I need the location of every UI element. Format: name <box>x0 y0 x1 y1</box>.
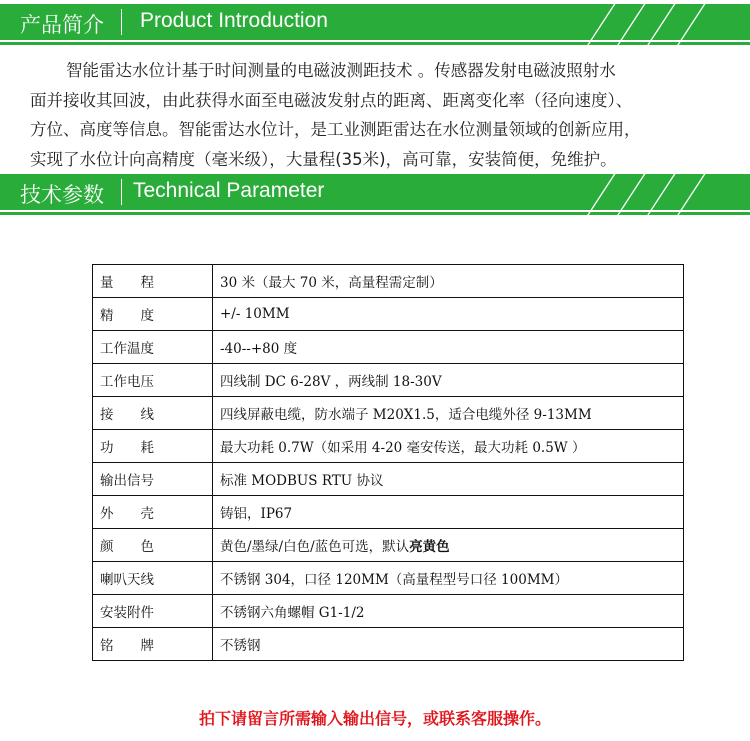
param-label: 外 壳 <box>93 496 213 529</box>
table-row <box>93 364 684 397</box>
section-title-en: Product Introduction <box>140 9 328 32</box>
table-row <box>93 496 684 529</box>
param-value <box>213 331 684 364</box>
divider <box>121 9 122 35</box>
table-row <box>93 529 684 562</box>
table-row <box>93 463 684 496</box>
table-row <box>93 595 684 628</box>
intro-line: 方位、高度等信息。智能雷达水位计，是工业测距雷达在水位测量领域的创新应用， <box>30 120 641 139</box>
table-row <box>93 430 684 463</box>
param-value-text: 黄色/墨绿/白色/蓝色可选，默认 <box>220 539 410 555</box>
param-value <box>213 496 684 529</box>
intro-line: 智能雷达水位计基于时间测量的电磁波测距技术 。传感器发射电磁波照射水 <box>66 61 616 80</box>
divider <box>121 179 122 205</box>
param-value <box>213 562 684 595</box>
param-value <box>213 265 684 298</box>
param-value-text: -40--+80 度 <box>220 341 298 357</box>
param-value <box>213 529 684 562</box>
param-label: 工作电压 <box>93 364 213 397</box>
param-value-text: 标准 MODBUS RTU 协议 <box>220 473 384 489</box>
param-value-text: 不锈钢 <box>220 638 261 654</box>
intro-line: 面并接收其回波，由此获得水面至电磁波发射点的距离、距离变化率（径向速度）、 <box>30 90 633 110</box>
parameter-table <box>92 264 684 661</box>
param-label: 工作温度 <box>93 331 213 364</box>
param-value-text: 30 米（最大 70 米，高量程需定制） <box>220 275 443 291</box>
param-value-text: 铸铝，IP67 <box>220 506 293 522</box>
param-value <box>213 463 684 496</box>
param-value-text: 不锈钢六角螺帽 G1-1/2 <box>220 605 365 621</box>
slash-decoration-icon <box>580 2 710 48</box>
param-value-text: 四线制 DC 6-28V ，两线制 18-30V <box>220 374 442 390</box>
param-value <box>213 595 684 628</box>
order-note: 拍下请留言所需输入输出信号，或联系客服操作。 <box>198 709 551 728</box>
table-row <box>93 298 684 331</box>
intro-line: 实现了水位计向高精度（毫米级），大量程(35米)，高可靠，安装简便，免维护。 <box>30 149 617 169</box>
param-label: 喇叭天线 <box>93 562 213 595</box>
param-label: 铭 牌 <box>93 628 213 661</box>
param-label: 精 度 <box>93 298 213 331</box>
section-title-cn: 技术参数 <box>20 183 104 207</box>
table-row <box>93 628 684 661</box>
param-value-text: 最大功耗 0.7W（如采用 4-20 毫安传送，最大功耗 0.5W ） <box>220 440 586 456</box>
param-label: 安装附件 <box>93 595 213 628</box>
param-value <box>213 298 684 331</box>
param-label: 接 线 <box>93 397 213 430</box>
table-row <box>93 397 684 430</box>
table-row <box>93 265 684 298</box>
param-value-text: 不锈钢 304，口径 120MM（高量程型号口径 100MM） <box>220 572 568 588</box>
param-value-text: 四线屏蔽电缆，防水端子 M20X1.5，适合电缆外径 9-13MM <box>220 407 592 423</box>
param-value <box>213 364 684 397</box>
param-value-text: +/- 10MM <box>220 306 290 322</box>
param-value <box>213 397 684 430</box>
table-row <box>93 562 684 595</box>
param-value <box>213 430 684 463</box>
param-label: 输出信号 <box>93 463 213 496</box>
param-value-bold: 亮黄色 <box>409 539 450 555</box>
param-label: 功 耗 <box>93 430 213 463</box>
slash-decoration-icon <box>580 172 710 218</box>
param-label: 颜 色 <box>93 529 213 562</box>
param-value <box>213 628 684 661</box>
table-row <box>93 331 684 364</box>
intro-paragraph <box>30 56 730 174</box>
section-title-en: Technical Parameter <box>133 179 325 202</box>
param-label: 量 程 <box>93 265 213 298</box>
section-title-cn: 产品简介 <box>20 13 104 37</box>
